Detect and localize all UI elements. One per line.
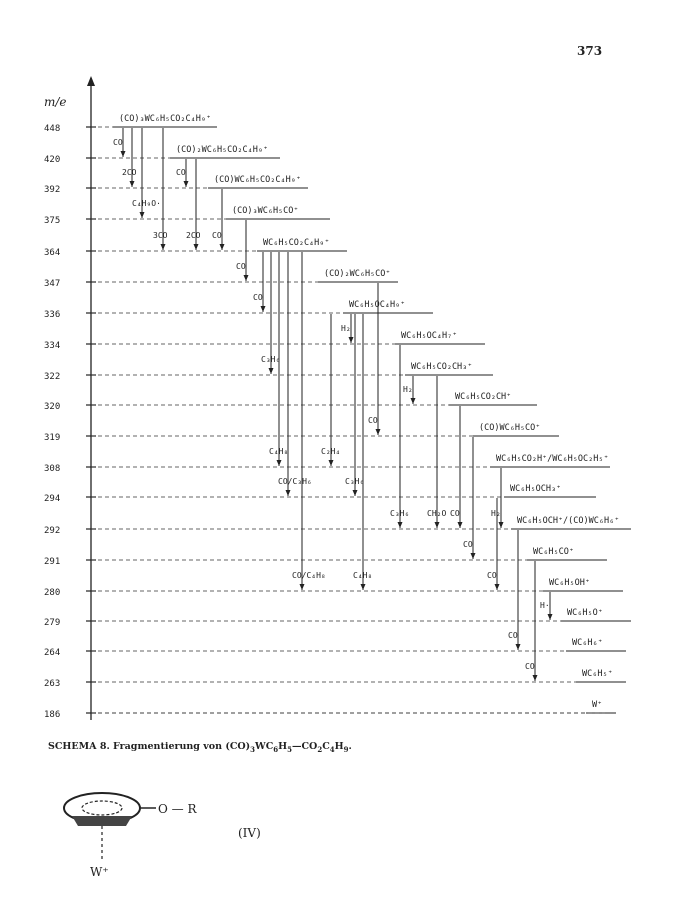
loss-label: C₄H₈ — [269, 447, 289, 456]
mz-tick-label: 264 — [44, 648, 61, 658]
figure-caption: SCHEMA 8. Fragmentierung von $(CO)_3WC_6H_5—CO_2C_4H_9$. — [48, 741, 352, 754]
mz-tick-label: 392 — [44, 185, 61, 195]
axis-label: m/e — [44, 95, 67, 109]
arrow-head — [277, 460, 282, 466]
loss-label: CO — [176, 168, 186, 177]
page-number: 373 — [577, 44, 603, 58]
loss-label: CO — [508, 631, 518, 640]
arrow-head — [516, 644, 521, 650]
mz-tick-label: 448 — [44, 124, 61, 134]
ion-label: (CO)₂WC₆H₅CO₂C₄H₉⁺ — [176, 145, 269, 155]
arrow-head — [161, 244, 166, 250]
loss-label: CO — [368, 416, 378, 425]
ion-label: WC₆H₅CO⁺ — [533, 547, 574, 557]
mz-tick-label: 322 — [44, 372, 61, 382]
arrow-head — [349, 337, 354, 343]
arrow-head — [194, 244, 199, 250]
mz-tick-label: 186 — [44, 710, 61, 720]
arrow-head — [130, 181, 135, 187]
loss-label: 2CO — [122, 168, 137, 177]
arrow-head — [458, 522, 463, 528]
arrow-head — [140, 212, 145, 218]
loss-label: CO — [212, 231, 222, 240]
arrow-head — [220, 244, 225, 250]
ion-label: WC₆H₆⁺ — [572, 638, 603, 648]
ring-shade — [72, 816, 132, 826]
loss-label: 2CO — [186, 231, 201, 240]
ion-label: W⁺ — [592, 700, 603, 710]
ion-label: WC₆H₅OCH₃⁺ — [510, 484, 562, 494]
loss-label: C₃H₆ — [390, 509, 410, 518]
ion-label: WC₆H₅CO₂C₄H₉⁺ — [263, 238, 330, 248]
arrow-head — [471, 553, 476, 559]
arrow-head — [533, 675, 538, 681]
ion-label: WC₆H₅OC₄H₉⁺ — [349, 300, 406, 310]
arrow-head — [121, 151, 126, 157]
arrow-head — [184, 181, 189, 187]
arrow-head — [398, 522, 403, 528]
y-axis-arrow — [87, 76, 95, 86]
loss-label: CO — [236, 262, 246, 271]
arrow-head — [499, 522, 504, 528]
ring-circle — [82, 801, 122, 815]
arrow-head — [261, 306, 266, 312]
mz-tick-label: 263 — [44, 679, 61, 689]
loss-label: CH₂O — [427, 509, 447, 518]
mz-tick-label: 308 — [44, 464, 61, 474]
arrow-head — [269, 368, 274, 374]
arrow-head — [548, 614, 553, 620]
mz-tick-label: 347 — [44, 279, 61, 289]
mz-tick-label: 320 — [44, 402, 61, 412]
ion-label: (CO)WC₆H₅CO₂C₄H₉⁺ — [214, 175, 301, 185]
ion-label: (CO)WC₆H₅CO⁺ — [479, 423, 541, 433]
ion-label: WC₆H₅CO₂CH₃⁺ — [411, 362, 473, 372]
ion-label: (CO)₂WC₆H₅CO⁺ — [324, 269, 391, 279]
mz-tick-label: 294 — [44, 494, 61, 504]
metal-label: W⁺ — [90, 865, 109, 879]
arrow-head — [286, 490, 291, 496]
loss-label: H· — [540, 601, 550, 610]
ion-label: WC₆H₅⁺ — [582, 669, 613, 679]
ion-label: WC₆H₅OH⁺ — [549, 578, 590, 588]
compound-label: (IV) — [238, 826, 261, 840]
ion-label: (CO)₃WC₆H₅CO₂C₄H₉⁺ — [119, 114, 212, 124]
arrow-head — [353, 490, 358, 496]
arrow-head — [435, 522, 440, 528]
ion-label: WC₆H₅O⁺ — [567, 608, 603, 618]
loss-label: CO — [113, 138, 123, 147]
loss-label: C₃H₆ — [345, 477, 365, 486]
ion-label: WC₆H₅OCH⁺/(CO)WC₆H₆⁺ — [517, 516, 620, 526]
arrow-head — [361, 584, 366, 590]
ion-label: WC₆H₅OC₄H₇⁺ — [401, 331, 458, 341]
loss-label: CO — [487, 571, 497, 580]
loss-label: C₂H₄ — [321, 447, 341, 456]
loss-label: H₂ — [491, 509, 501, 518]
arrow-head — [411, 398, 416, 404]
mz-tick-label: 375 — [44, 216, 61, 226]
mz-tick-label: 364 — [44, 248, 61, 258]
arrow-head — [329, 460, 334, 466]
loss-label: CO — [450, 509, 460, 518]
mz-tick-label: 292 — [44, 526, 61, 536]
loss-label: H₂ — [403, 385, 413, 394]
arrow-head — [300, 584, 305, 590]
loss-label: C₄H₉O· — [132, 199, 161, 208]
mz-tick-label: 280 — [44, 588, 61, 598]
structure-iv — [60, 780, 260, 890]
arrow-head — [495, 584, 500, 590]
ion-label: WC₆H₅CO₂CH⁺ — [455, 392, 512, 402]
loss-label: C₄H₈ — [353, 571, 373, 580]
mz-tick-label: 319 — [44, 433, 61, 443]
loss-label: C₃H₆ — [261, 355, 281, 364]
mz-tick-label: 420 — [44, 155, 61, 165]
mz-tick-label: 291 — [44, 557, 61, 567]
loss-label: CO/C₄H₈ — [292, 571, 326, 580]
loss-label: H₂ — [341, 324, 351, 333]
mz-tick-label: 336 — [44, 310, 61, 320]
loss-label: CO — [253, 293, 263, 302]
loss-label: CO — [463, 540, 473, 549]
loss-label: CO/C₃H₆ — [278, 477, 312, 486]
ion-label: (CO)₃WC₆H₅CO⁺ — [232, 206, 299, 216]
mz-tick-label: 334 — [44, 341, 61, 351]
loss-label: CO — [525, 662, 535, 671]
arrow-head — [244, 275, 249, 281]
loss-label: 3CO — [153, 231, 168, 240]
substituent-label: O — R — [158, 802, 197, 816]
ion-label: WC₆H₅CO₂H⁺/WC₆H₅OC₂H₅⁺ — [496, 454, 609, 464]
mz-tick-label: 279 — [44, 618, 61, 628]
arrow-head — [376, 429, 381, 435]
